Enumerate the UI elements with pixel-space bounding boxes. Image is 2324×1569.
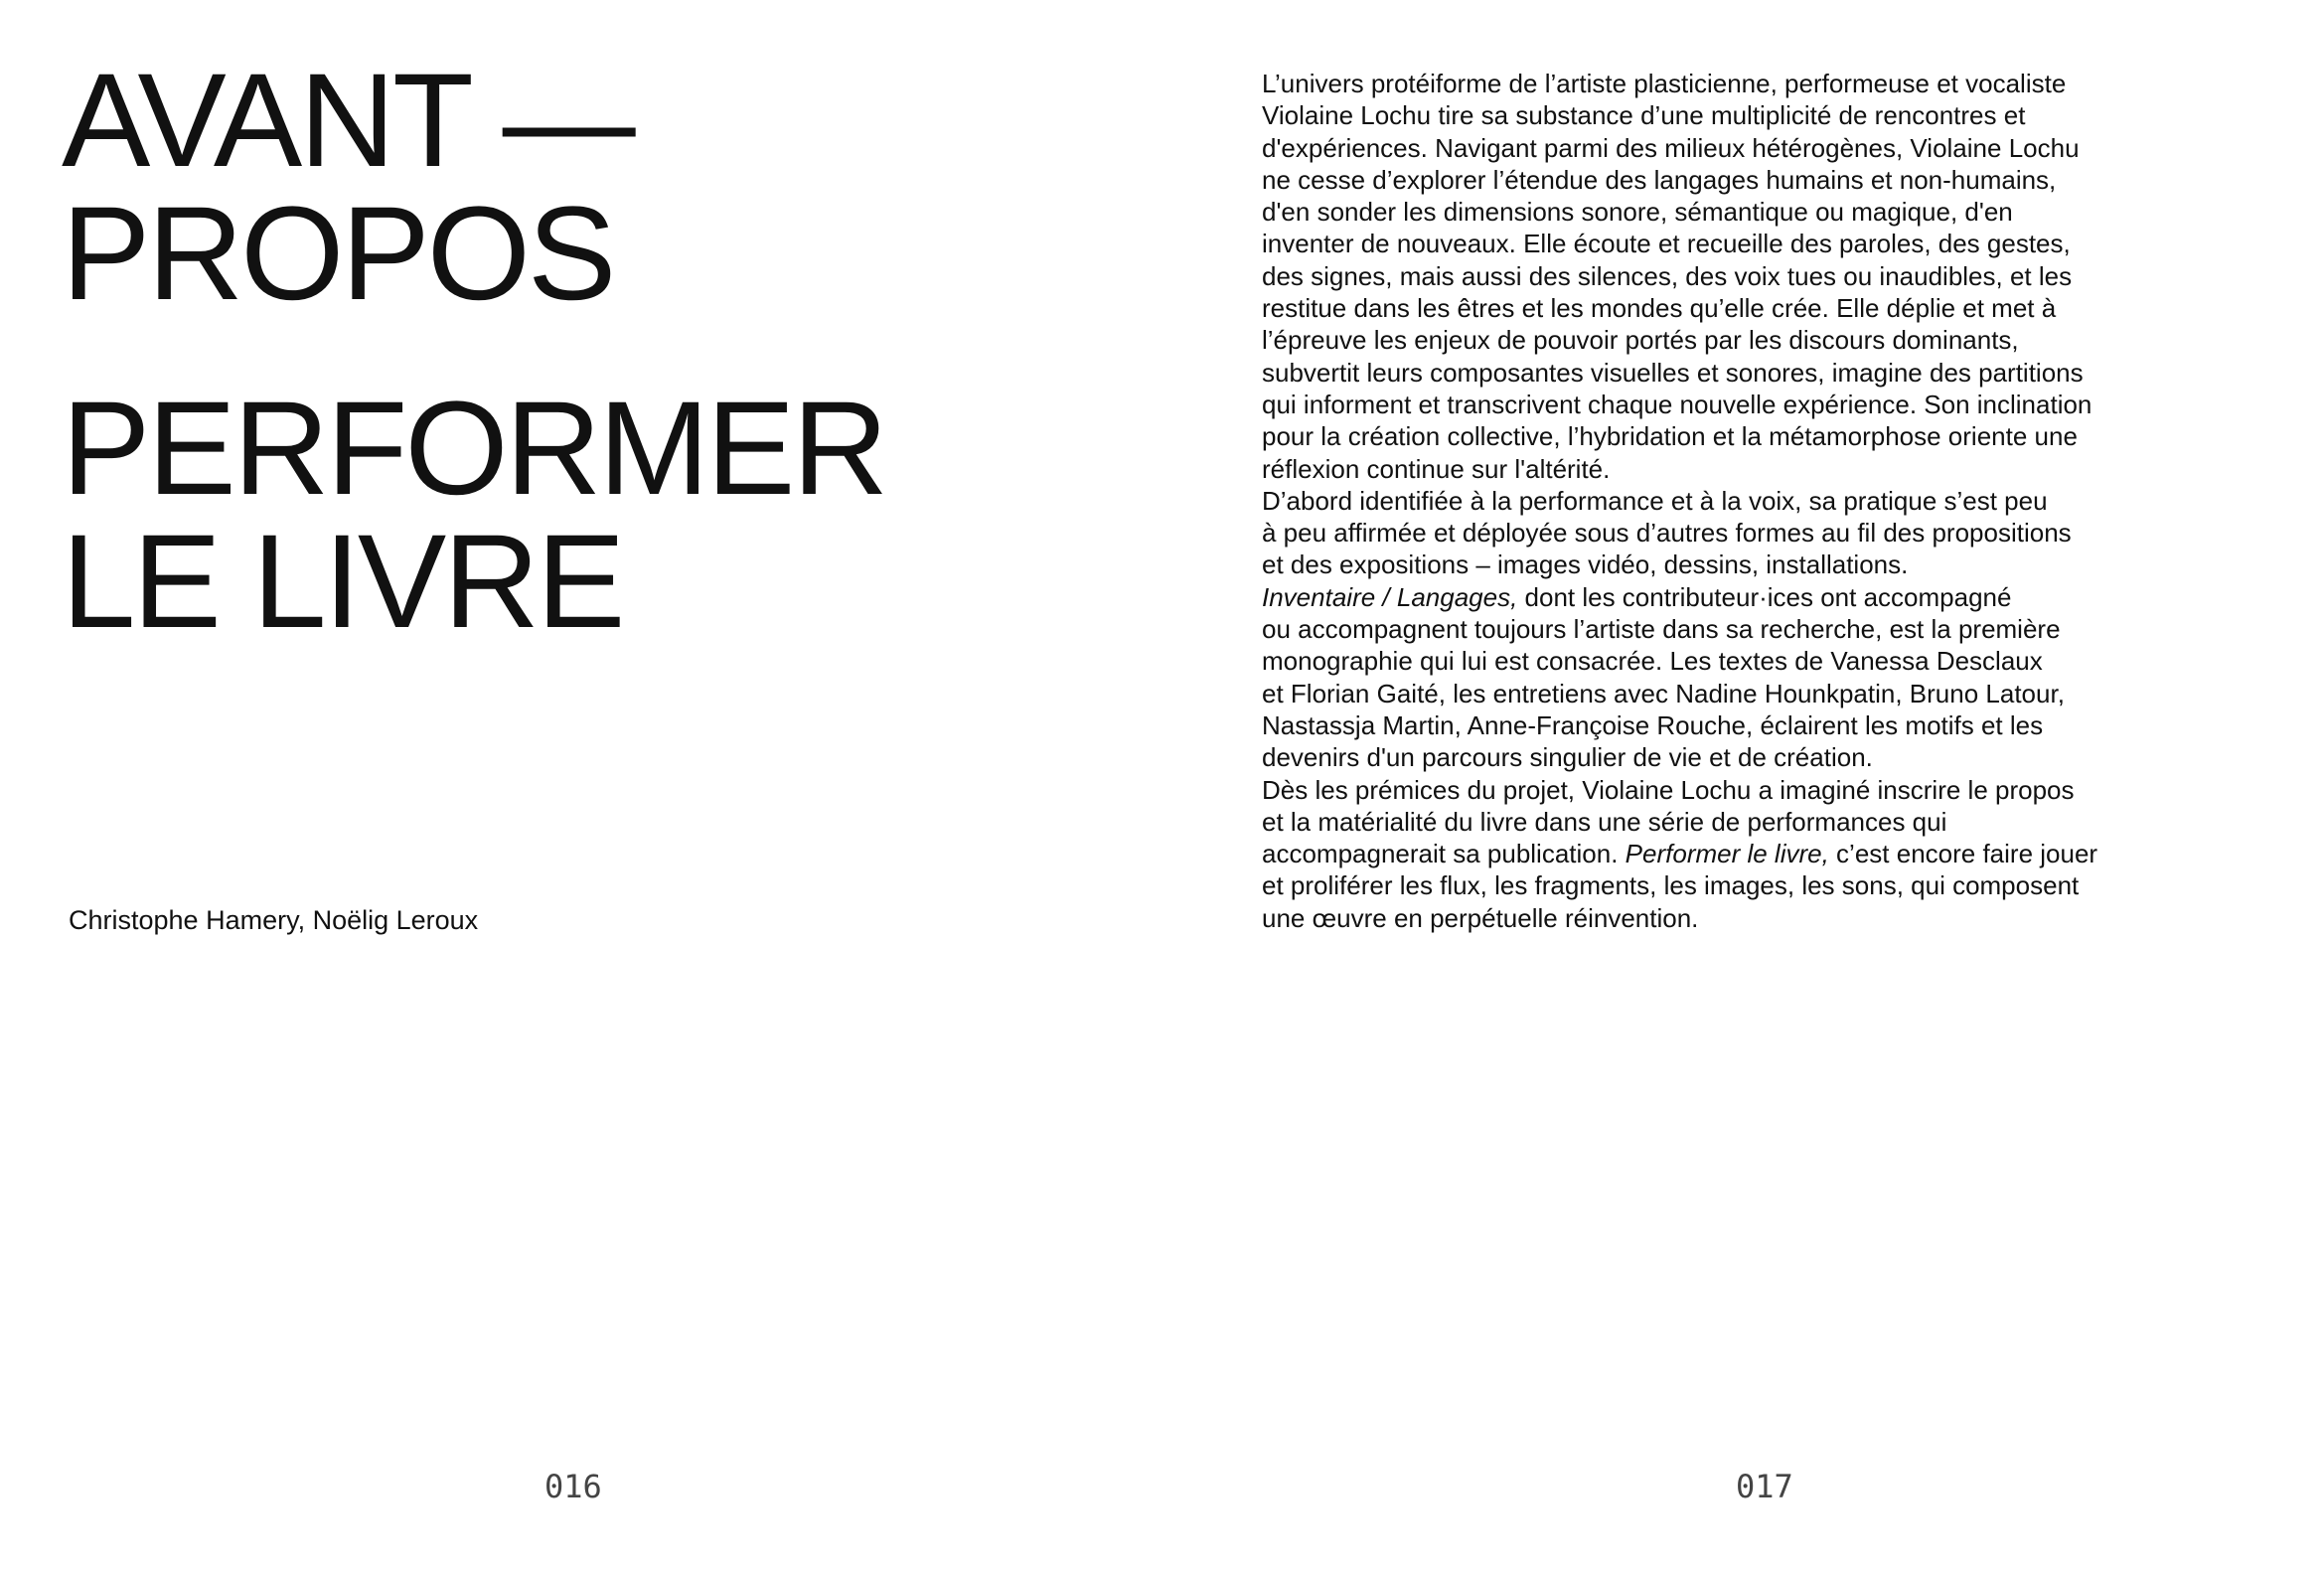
paragraph-line: monographie qui lui est consacrée. Les textes de Vanessa Desclaux xyxy=(1262,646,2043,677)
body-text xyxy=(1262,68,2176,934)
paragraph-1 xyxy=(1262,68,2176,485)
paragraph-4 xyxy=(1262,774,2176,934)
paragraph-line: une œuvre en perpétuelle réinvention. xyxy=(1262,902,1699,933)
paragraph-text: c’est encore faire jouer xyxy=(1828,839,2098,869)
paragraph-2 xyxy=(1262,485,2176,581)
paragraph-line xyxy=(1262,838,2176,869)
paragraph-line: pour la création collective, l’hybridation et la métamorphose oriente une xyxy=(1262,421,2078,452)
paragraph-line: Dès les prémices du projet, Violaine Lochu a imaginé inscrire le propos xyxy=(1262,774,2075,805)
paragraph-line: des signes, mais aussi des silences, des voix tues ou inaudibles, et les xyxy=(1262,260,2073,291)
paragraph-text: dont les contributeur·ices ont accompagné xyxy=(1517,581,2012,612)
right-page xyxy=(1162,0,2324,1569)
paragraph-line: réflexion continue sur l'altérité. xyxy=(1262,453,1611,484)
heading-avant-propos: AVANT — PROPOS xyxy=(62,47,633,328)
heading-performer-le-livre: PERFORMER LE LIVRE xyxy=(62,375,886,656)
paragraph-line: ou accompagnent toujours l’artiste dans sa recherche, est la première xyxy=(1262,614,2061,645)
book-title-italic: Inventaire / Langages, xyxy=(1262,581,1518,612)
paragraph-line: et la matérialité du livre dans une série de performances qui xyxy=(1262,806,1947,837)
paragraph-line: d'expériences. Navigant parmi des milieux hétérogènes, Violaine Lochu xyxy=(1262,132,2080,163)
paragraph-line: l’épreuve les enjeux de pouvoir portés par les discours dominants, xyxy=(1262,325,2019,356)
paragraph-line: Nastassja Martin, Anne-Françoise Rouche, éclairent les motifs et les xyxy=(1262,709,2044,740)
paragraph-line: et proliférer les flux, les fragments, les images, les sons, qui composent xyxy=(1262,870,2080,901)
page-number-right: 017 xyxy=(1736,1468,1793,1505)
paragraph-line: à peu affirmée et déployée sous d’autres formes au fil des propositions xyxy=(1262,518,2072,549)
paragraph-line: devenirs d'un parcours singulier de vie et de création. xyxy=(1262,742,1873,773)
paragraph-line: et des expositions – images vidéo, dessins, installations. xyxy=(1262,549,1909,580)
paragraph-line: inventer de nouveaux. Elle écoute et recueille des paroles, des gestes, xyxy=(1262,229,2071,259)
paragraph-line: D’abord identifiée à la performance et à la voix, sa pratique s’est peu xyxy=(1262,485,2048,516)
paragraph-line xyxy=(1262,581,2176,613)
paragraph-line: ne cesse d’explorer l’étendue des langages humains et non-humains, xyxy=(1262,164,2057,195)
paragraph-line: Violaine Lochu tire sa substance d’une multiplicité de rencontres et xyxy=(1262,100,2026,131)
page-number-left: 016 xyxy=(544,1468,602,1505)
paragraph-line: L’univers protéiforme de l’artiste plasticienne, performeuse et vocaliste xyxy=(1262,69,2067,98)
paragraph-line: qui informent et transcrivent chaque nouvelle expérience. Son inclination xyxy=(1262,389,2092,419)
paragraph-line: subvertit leurs composantes visuelles et sonores, imagine des partitions xyxy=(1262,357,2084,388)
paragraph-line: et Florian Gaité, les entretiens avec Nadine Hounkpatin, Bruno Latour, xyxy=(1262,678,2065,708)
paragraph-3 xyxy=(1262,581,2176,774)
paragraph-line: restitue dans les êtres et les mondes qu’elle crée. Elle déplie et met à xyxy=(1262,293,2057,324)
paragraph-text: accompagnerait sa publication. xyxy=(1262,839,1626,869)
authors-credit: Christophe Hamery, Noëlig Leroux xyxy=(69,905,479,935)
paragraph-line: d'en sonder les dimensions sonore, sémantique ou magique, d'en xyxy=(1262,197,2013,228)
project-title-italic: Performer le livre, xyxy=(1625,839,1829,869)
